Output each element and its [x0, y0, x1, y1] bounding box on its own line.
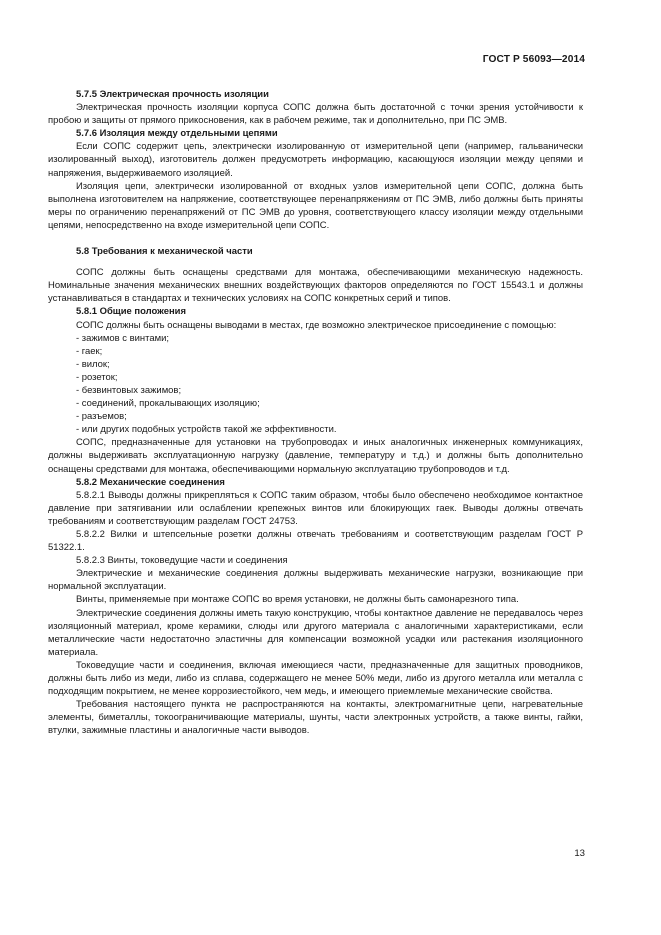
paragraph: 5.8.2.2 Вилки и штепсельные розетки должны отвечать требованиям и соответствующим разделам ГОСТ Р 51322.1.: [48, 529, 583, 554]
list-item: - или других подобных устройств такой же эффективности.: [76, 424, 337, 436]
list-item: - разъемов;: [76, 411, 127, 423]
paragraph: Если СОПС содержит цепь, электрически изолированную от измерительной цепи (например, гальванически изолированный выход), изготовитель должен предусмотреть информацию, касающуюся изоляции между цепями и напряжения, выдерживаемого изоляцией.: [48, 141, 583, 179]
list-item: - вилок;: [76, 358, 110, 370]
paragraph: Электрические соединения должны иметь такую конструкцию, чтобы контактное давление не передавалось через изоляционный материал, кроме керамики, слюды или другого материала с аналогичными характеристиками, если металлические части недостаточно эластичны для компенсации возможной усадки или растекания изоляционного материала.: [48, 607, 583, 658]
document-body: [48, 88, 583, 738]
paragraph: СОПС должны быть оснащены выводами в местах, где возможно электрическое присоединение с помощью:: [76, 319, 557, 331]
section-heading-5-7-5: 5.7.5 Электрическая прочность изоляции: [76, 89, 269, 100]
paragraph: Изоляция цепи, электрически изолированной от входных узлов измерительной цепи СОПС, должна быть выполнена изготовителем на напряжение, соответствующее перенапряжениям от ПС ЭМВ, либо должны быть приняты меры по ограничению перенапряжений от ПС ЭМВ до уровня, соответствующего классу изоляции между отдельными цепями, непосредственно на входе измерительной цепи СОПС.: [48, 180, 583, 231]
paragraph: Электрические и механические соединения должны выдерживать механические нагрузки, возникающие при нормальной эксплуатации.: [48, 568, 583, 593]
paragraph: СОПС должны быть оснащены средствами для монтажа, обеспечивающими механическую надежность. Номинальные значения механических внешних воздействующих факторов определяются по ГОСТ 15543.1 и должны устанавливаться в стандартах и технических условиях на СОПС конкретных серий и типов.: [48, 267, 583, 305]
list-item: - гаек;: [76, 345, 103, 357]
paragraph: Винты, применяемые при монтаже СОПС во время установки, не должны быть самонарезного типа.: [76, 594, 519, 606]
list-item: - соединений, прокалывающих изоляцию;: [76, 398, 260, 410]
list-item: - розеток;: [76, 371, 118, 383]
paragraph: СОПС, предназначенные для установки на трубопроводах и иных аналогичных инженерных коммуникациях, должны выдерживать эксплуатационную нагрузку (давление, температуру и т.д.) и должны быть дополнительно оснащены средствами для монтажа, обеспечивающими нормальную эксплуатацию трубопроводов и т.д.: [48, 437, 583, 475]
paragraph: 5.8.2.3 Винты, токоведущие части и соединения: [76, 555, 288, 567]
section-heading-5-8-1: 5.8.1 Общие положения: [76, 306, 186, 318]
list-item: - безвинтовых зажимов;: [76, 384, 182, 396]
document-standard-number: ГОСТ Р 56093—2014: [482, 54, 585, 65]
list-item: - зажимов с винтами;: [76, 332, 169, 344]
paragraph: Требования настоящего пункта не распространяются на контакты, электромагнитные цепи, нагревательные элементы, биметаллы, токоограничивающие материалы, шунты, части электронных устройств, а также винты, гайки, втулки, зажимные пластины и аналогичные части выводов.: [48, 699, 583, 737]
section-heading-5-8-2: 5.8.2 Механические соединения: [76, 476, 225, 488]
paragraph: Электрическая прочность изоляции корпуса СОПС должна быть достаточной с точки зрения устойчивости к пробою и защиты от прямого прикосновения, как в рабочем режиме, так и дополнительно, при ПС ЭМВ.: [48, 102, 583, 127]
paragraph: 5.8.2.1 Выводы должны прикрепляться к СОПС таким образом, чтобы было обеспечено необходимое контактное давление при затягивании или ослаблении крепежных винтов или блокирующих гаек. Выводы должны отвечать требованиям и соответствующим разделам ГОСТ 24753.: [48, 489, 583, 527]
paragraph: Токоведущие части и соединения, включая имеющиеся части, предназначенные для защитных проводников, должны быть либо из меди, либо из сплава, содержащего не менее 50% меди, либо из другого металла или металла с подходящим покрытием, не менее коррозиестойкого, чем медь, и имеющего приемлемые механические свойства.: [48, 659, 583, 698]
section-heading-5-7-6: 5.7.6 Изоляция между отдельными цепями: [76, 128, 278, 140]
section-heading-5-8: 5.8 Требования к механической части: [76, 246, 253, 258]
page-number: 13: [574, 848, 585, 859]
